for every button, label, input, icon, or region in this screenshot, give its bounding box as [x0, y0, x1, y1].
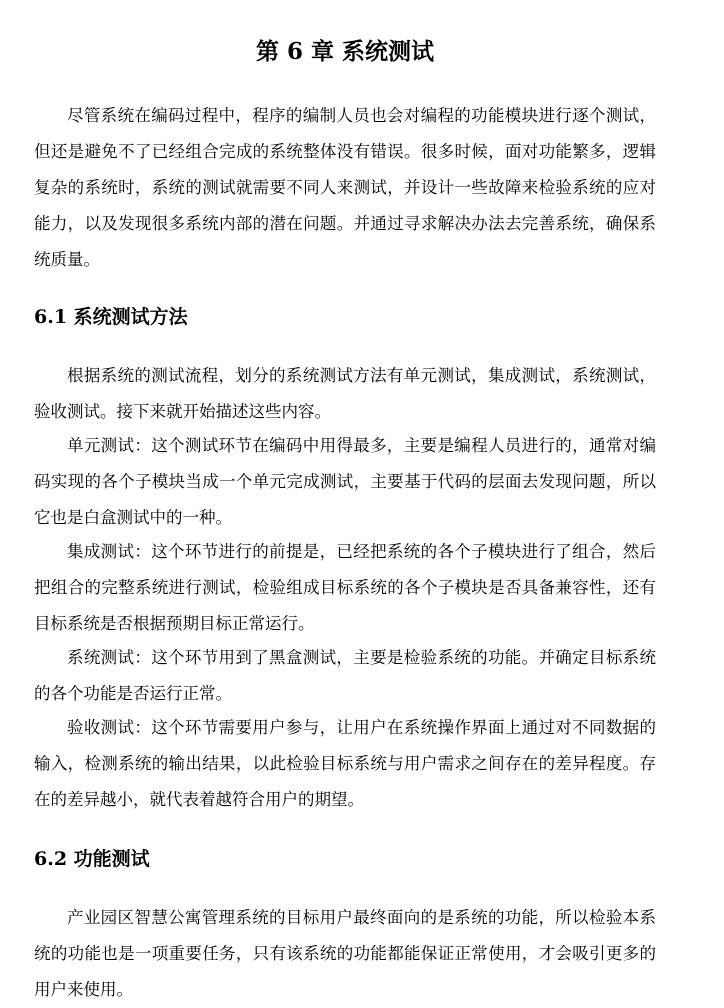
- section-6-1-paragraph-integration-test: 集成测试：这个环节进行的前提是，已经把系统的各个子模块进行了组合，然后把组合的完整系统进行测试，检验组成目标系统的各个子模块是否具备兼容性，还有目标系统是否根据预期目标正常运行。: [34, 542, 656, 633]
- section-6-2-paragraph-1: 产业园区智慧公寓管理系统的目标用户最终面向的是系统的功能，所以检验本系统的功能也是一项重要任务，只有该系统的功能都能保证正常使用，才会吸引更多的用户来使用。: [34, 908, 656, 999]
- section-6-1-paragraph-unit-test: 单元测试：这个测试环节在编码中用得最多，主要是编程人员进行的，通常对编码实现的各个子模块当成一个单元完成测试，主要基于代码的层面去发现问题，所以它也是白盒测试中的一种。: [34, 436, 656, 527]
- chapter-intro-paragraph: 尽管系统在编码过程中，程序的编制人员也会对编程的功能模块进行逐个测试，但还是避免不了已经组合完成的系统整体没有错误。很多时候，面对功能繁多，逻辑复杂的系统时，系统的测试就需要不同人来测试，并设计一些故障来检验系统的应对能力，以及发现很多系统内部的潜在问题。并通过寻求解决办法去完善系统，确保系统质量。: [34, 106, 656, 269]
- section-6-1-title: 6.1 系统测试方法: [34, 306, 188, 328]
- section-6-1-paragraph-acceptance-test: 验收测试：这个环节需要用户参与，让用户在系统操作界面上通过对不同数据的输入，检测系统的输出结果，以此检验目标系统与用户需求之间存在的差异程度。存在的差异越小，就代表着越符合用户的期望。: [34, 718, 656, 809]
- section-6-2-title: 6.2 功能测试: [34, 848, 150, 870]
- section-6-1-paragraph-1: 根据系统的测试流程，划分的系统测试方法有单元测试，集成测试，系统测试，验收测试。接下来就开始描述这些内容。: [34, 366, 656, 421]
- chapter-title: 第 6 章 系统测试: [255, 38, 435, 65]
- section-6-1-paragraph-system-test: 系统测试：这个环节用到了黑盒测试，主要是检验系统的功能。并确定目标系统的各个功能是否运行正常。: [34, 648, 656, 703]
